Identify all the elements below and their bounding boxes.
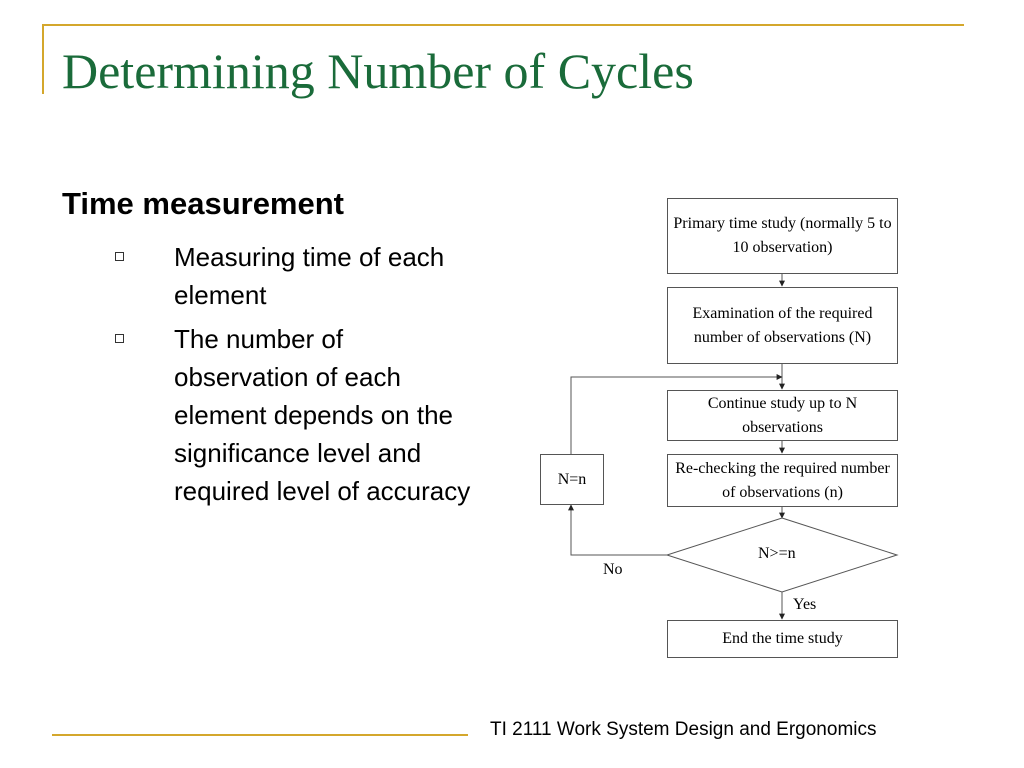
flow-box-primary-study: Primary time study (normally 5 to 10 observation) <box>667 198 898 274</box>
square-bullet-icon <box>115 334 124 343</box>
flow-box-update-n: N=n <box>540 454 604 505</box>
bullet-text: Measuring time of each element <box>174 242 445 310</box>
bullet-item <box>112 238 472 314</box>
flow-box-continue-study: Continue study up to N observations <box>667 390 898 441</box>
no-branch-label: No <box>603 561 623 578</box>
square-bullet-icon <box>115 252 124 261</box>
flow-box-examination: Examination of the required number of observations (N) <box>667 287 898 364</box>
flow-box-end: End the time study <box>667 620 898 658</box>
bullet-list <box>112 238 472 516</box>
bullet-item <box>112 320 472 510</box>
yes-branch-label: Yes <box>793 596 817 613</box>
bullet-text: The number of observation of each element depends on the significance level and required level of accuracy <box>174 324 471 506</box>
decision-label: N>=n <box>758 545 796 562</box>
flow-box-recheck: Re-checking the required number of observations (n) <box>667 454 898 507</box>
section-heading: Time measurement <box>62 186 344 221</box>
slide-title: Determining Number of Cycles <box>62 43 694 99</box>
connector-no-branch <box>571 505 667 555</box>
footer-course-title: TI 2111 Work System Design and Ergonomics <box>490 719 877 740</box>
